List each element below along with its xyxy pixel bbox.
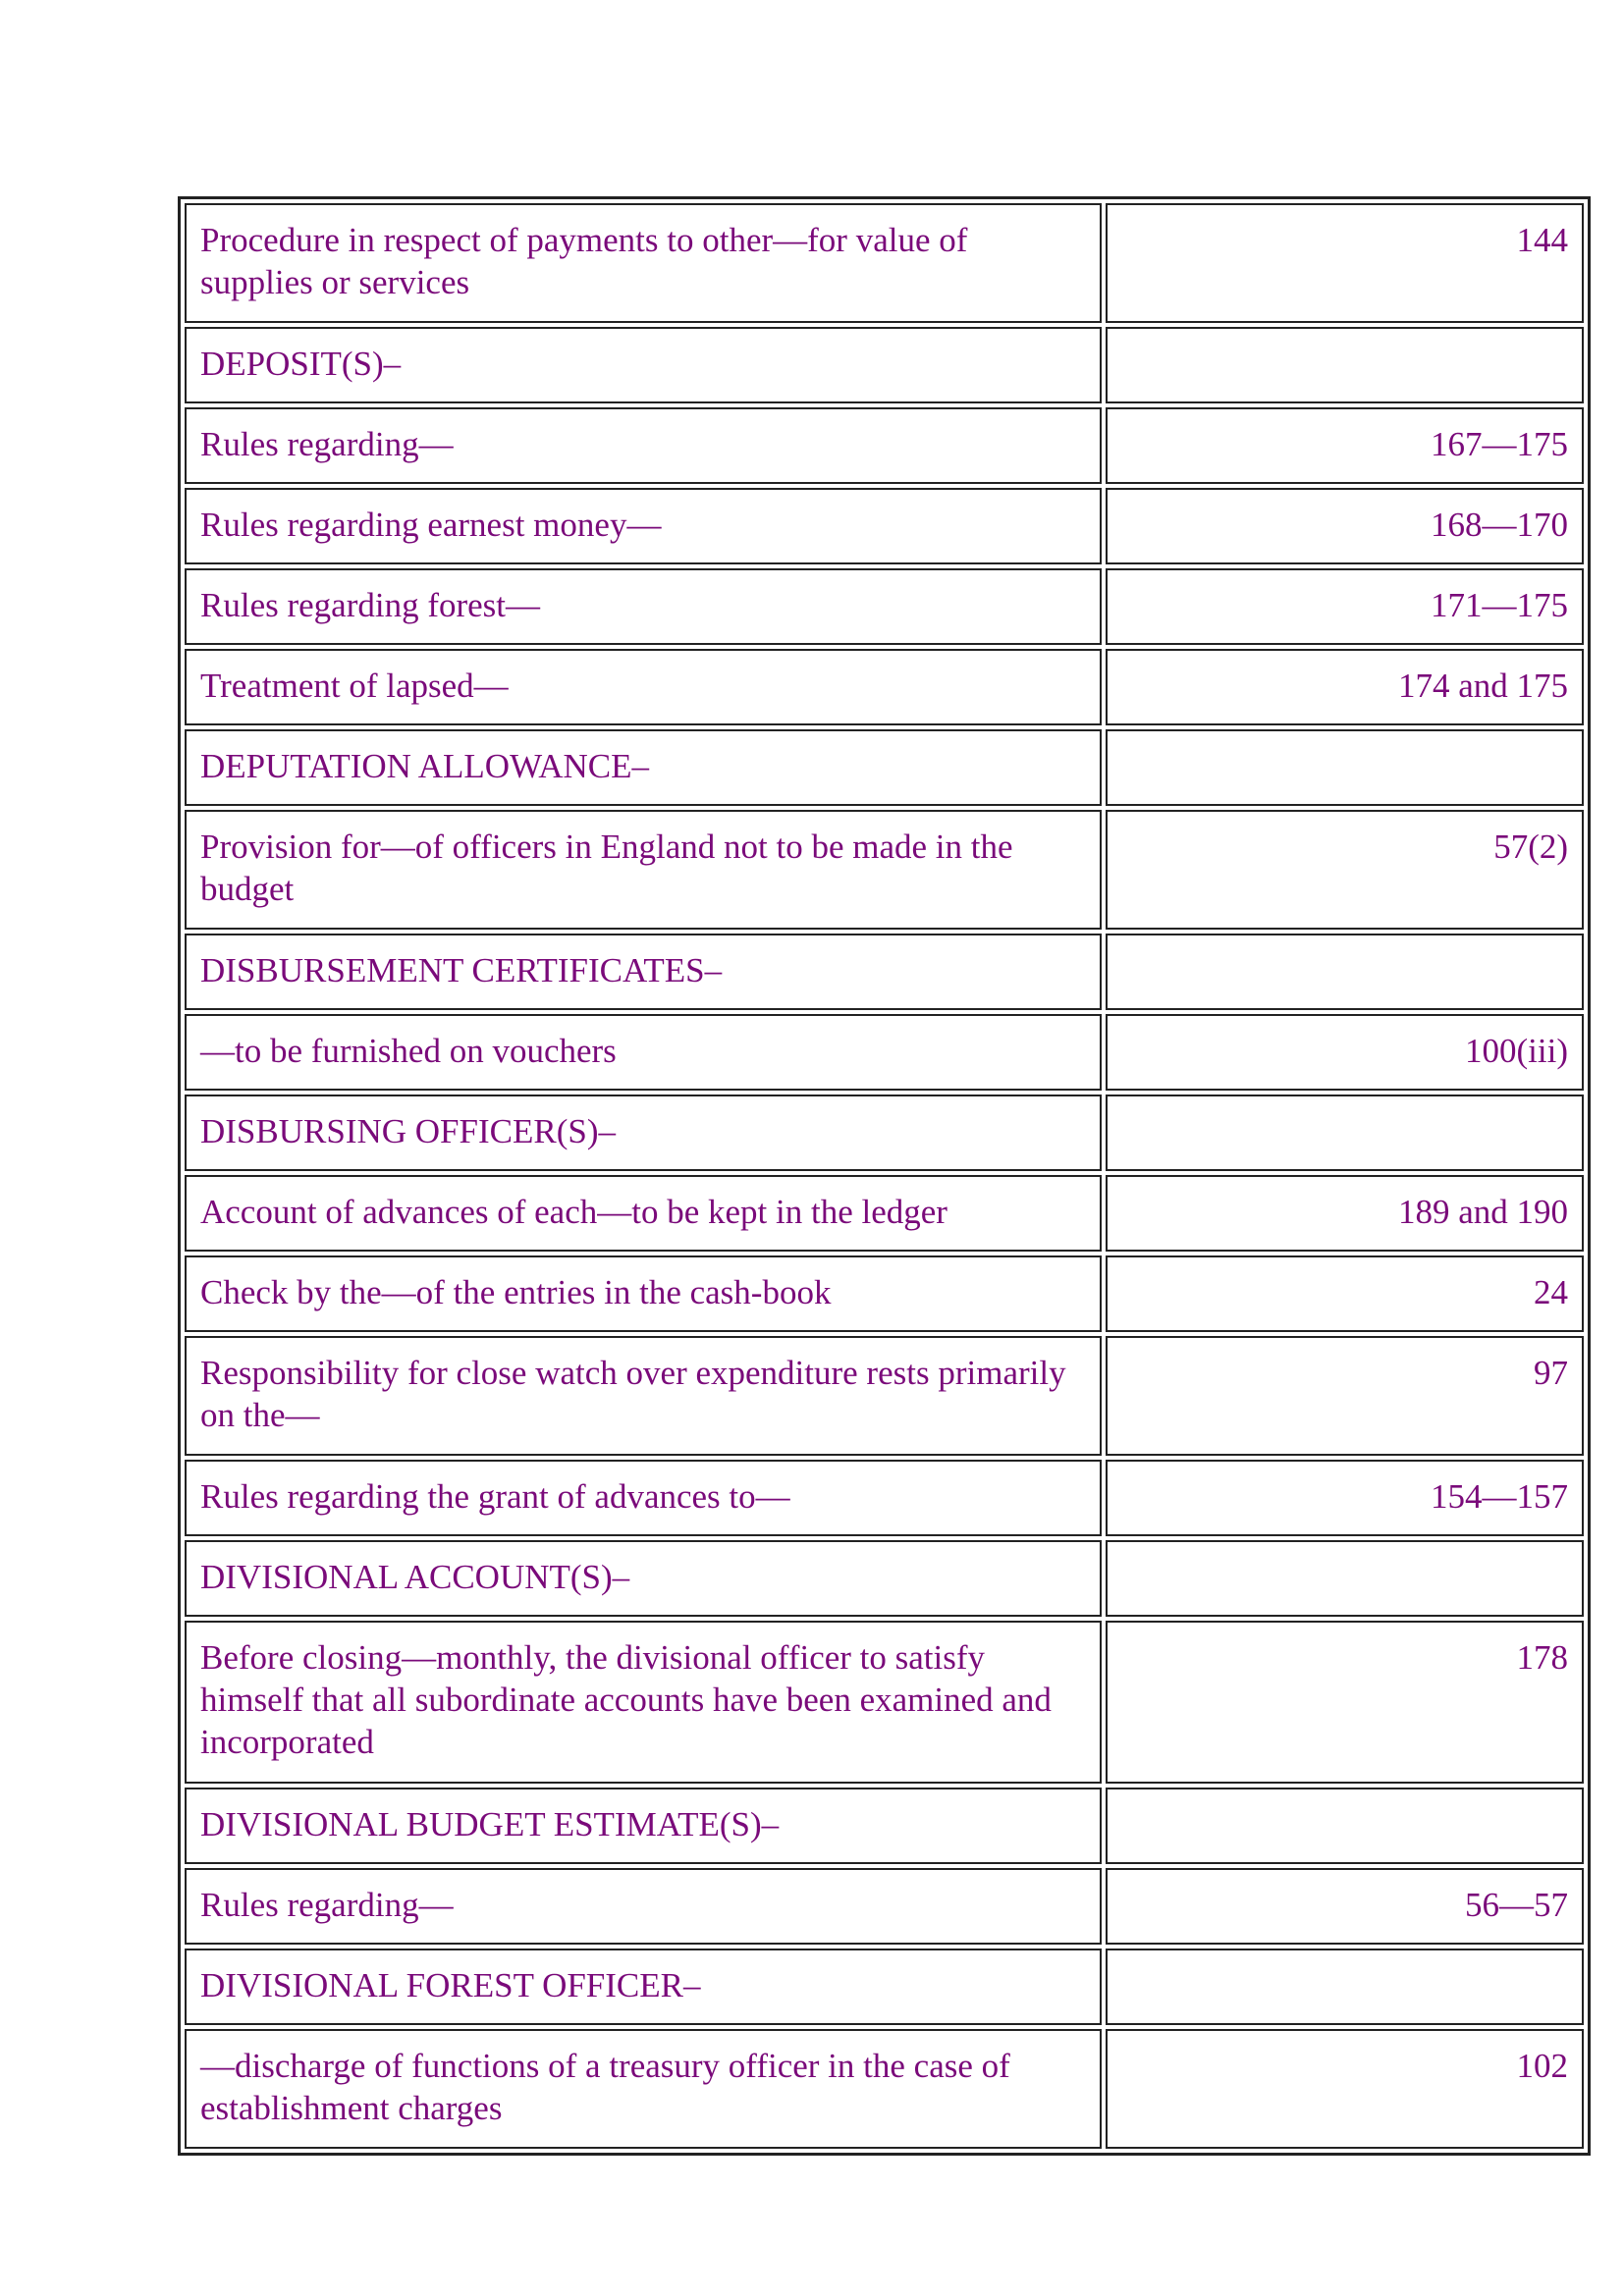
- table-row: [185, 1460, 1584, 1536]
- index-entry: Check by the—of the entries in the cash-book: [185, 1255, 1102, 1332]
- index-heading: DIVISIONAL ACCOUNT(S)–: [185, 1540, 1102, 1617]
- index-heading: DEPOSIT(S)–: [185, 327, 1102, 403]
- table-row: [185, 1095, 1584, 1171]
- paragraph-reference: 24: [1106, 1255, 1584, 1332]
- index-heading: DISBURSING OFFICER(S)–: [185, 1095, 1102, 1171]
- index-table: [178, 196, 1591, 2156]
- paragraph-reference: 167—175: [1106, 407, 1584, 484]
- index-entry: Rules regarding—: [185, 407, 1102, 484]
- index-entry: Responsibility for close watch over expenditure rests primarily on the—: [185, 1336, 1102, 1456]
- paragraph-reference: 97: [1106, 1336, 1584, 1456]
- paragraph-reference: 171—175: [1106, 568, 1584, 645]
- table-row: [185, 934, 1584, 1010]
- index-entry: Treatment of lapsed—: [185, 649, 1102, 725]
- paragraph-reference: [1106, 1788, 1584, 1864]
- index-heading: DEPUTATION ALLOWANCE–: [185, 729, 1102, 806]
- paragraph-reference: [1106, 729, 1584, 806]
- index-entry: Provision for—of officers in England not to be made in the budget: [185, 810, 1102, 930]
- paragraph-reference: 144: [1106, 203, 1584, 323]
- index-entry: Rules regarding—: [185, 1868, 1102, 1945]
- table-row: [185, 1255, 1584, 1332]
- paragraph-reference: [1106, 1949, 1584, 2025]
- index-entry: Rules regarding earnest money—: [185, 488, 1102, 564]
- table-row: [185, 1621, 1584, 1784]
- paragraph-reference: 189 and 190: [1106, 1175, 1584, 1252]
- table-row: [185, 1336, 1584, 1456]
- table-row: [185, 488, 1584, 564]
- table-row: [185, 407, 1584, 484]
- table-row: [185, 810, 1584, 930]
- paragraph-reference: 100(iii): [1106, 1014, 1584, 1091]
- paragraph-reference: 168—170: [1106, 488, 1584, 564]
- table-row: [185, 1540, 1584, 1617]
- index-entry: —discharge of functions of a treasury officer in the case of establishment charges: [185, 2029, 1102, 2149]
- paragraph-reference: [1106, 1540, 1584, 1617]
- index-entry: Before closing—monthly, the divisional officer to satisfy himself that all subordinate accounts have been examined and incorporated: [185, 1621, 1102, 1784]
- paragraph-reference: 56—57: [1106, 1868, 1584, 1945]
- paragraph-reference: 174 and 175: [1106, 649, 1584, 725]
- index-heading: DIVISIONAL BUDGET ESTIMATE(S)–: [185, 1788, 1102, 1864]
- paragraph-reference: [1106, 327, 1584, 403]
- index-entry: —to be furnished on vouchers: [185, 1014, 1102, 1091]
- index-entry: Procedure in respect of payments to other—for value of supplies or services: [185, 203, 1102, 323]
- table-row: [185, 649, 1584, 725]
- index-entry: Rules regarding forest—: [185, 568, 1102, 645]
- table-row: [185, 1014, 1584, 1091]
- paragraph-reference: 154—157: [1106, 1460, 1584, 1536]
- index-entry: Account of advances of each—to be kept in the ledger: [185, 1175, 1102, 1252]
- table-row: [185, 2029, 1584, 2149]
- paragraph-reference: 57(2): [1106, 810, 1584, 930]
- paragraph-reference: 178: [1106, 1621, 1584, 1784]
- table-row: [185, 203, 1584, 323]
- paragraph-reference: [1106, 1095, 1584, 1171]
- table-row: [185, 1788, 1584, 1864]
- table-row: [185, 1175, 1584, 1252]
- table-row: [185, 1949, 1584, 2025]
- index-heading: DIVISIONAL FOREST OFFICER–: [185, 1949, 1102, 2025]
- index-entry: Rules regarding the grant of advances to—: [185, 1460, 1102, 1536]
- table-row: [185, 1868, 1584, 1945]
- paragraph-reference: [1106, 934, 1584, 1010]
- index-heading: DISBURSEMENT CERTIFICATES–: [185, 934, 1102, 1010]
- table-row: [185, 568, 1584, 645]
- paragraph-reference: 102: [1106, 2029, 1584, 2149]
- table-row: [185, 729, 1584, 806]
- table-row: [185, 327, 1584, 403]
